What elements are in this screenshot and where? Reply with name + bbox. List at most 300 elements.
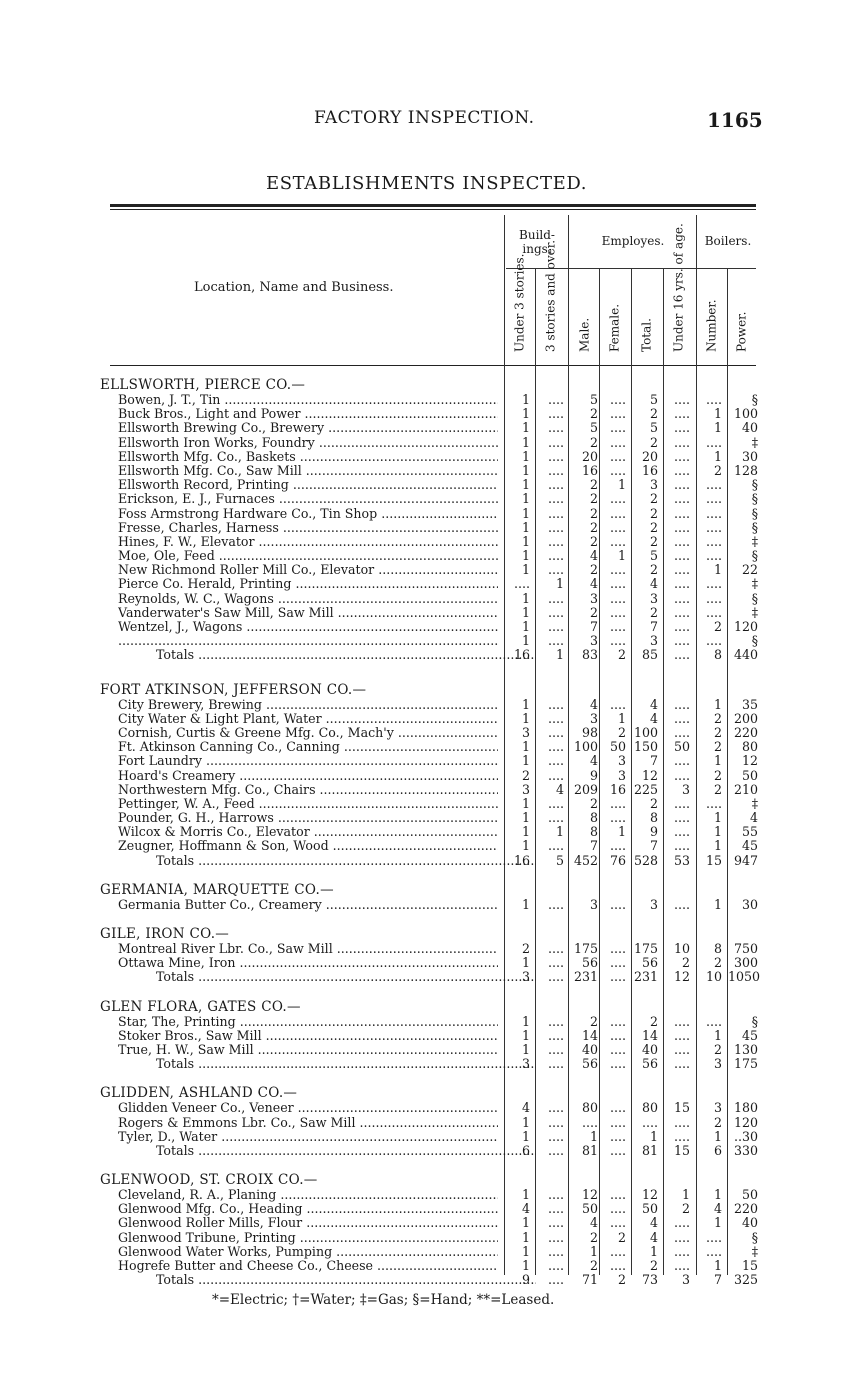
cell-num: .... xyxy=(705,590,722,606)
cell-male: 3 xyxy=(589,590,598,606)
table-row xyxy=(100,1245,760,1259)
cell-power: § xyxy=(751,491,758,507)
cell-u3: 3 xyxy=(521,724,530,740)
establishment-name: Fresse, Charles, Harness ..... xyxy=(118,521,498,535)
cell-num: 1 xyxy=(713,896,722,912)
cell-u16: .... xyxy=(673,477,690,493)
cell-o3: .... xyxy=(547,619,564,634)
cell-female: .... xyxy=(609,941,626,956)
cell-total: 85 xyxy=(641,647,658,663)
cell-power: § xyxy=(751,1013,758,1029)
cell-total: 4 xyxy=(649,1229,658,1245)
cell-o3: .... xyxy=(547,724,564,740)
cell-u16: .... xyxy=(673,1258,690,1273)
cell-u3: 1 xyxy=(521,562,530,578)
boiler-number-header: Number. xyxy=(704,299,719,352)
cell-female: .... xyxy=(609,462,626,478)
cell-total: 1 xyxy=(649,1128,658,1144)
table-row xyxy=(100,712,760,726)
table-row xyxy=(100,393,760,407)
table-row xyxy=(100,1259,760,1273)
cell-u3: 1 xyxy=(521,696,530,712)
cell-power: 175 xyxy=(733,1056,758,1072)
cell-u16: 15 xyxy=(673,1142,690,1158)
establishment-name: Germania Butter Co., Creamery ..... xyxy=(118,898,498,912)
cell-power: 947 xyxy=(733,852,758,868)
cell-total: 100 xyxy=(633,724,658,740)
cell-power: § xyxy=(751,519,758,535)
cell-num: .... xyxy=(705,533,722,549)
table-row xyxy=(100,436,760,450)
establishment-name: Glenwood Mfg. Co., Heading ..... xyxy=(118,1202,498,1216)
cell-num: 2 xyxy=(713,767,722,783)
establishment-name: Glenwood Roller Mills, Flour ..... xyxy=(118,1216,498,1230)
cell-o3: .... xyxy=(547,739,564,755)
establishment-name: Moe, Ole, Feed ..... xyxy=(118,549,498,563)
cell-male: 1 xyxy=(589,1128,598,1144)
establishment-name: Ottawa Mine, Iron ..... xyxy=(118,956,498,970)
cell-male: 71 xyxy=(581,1272,598,1288)
cell-power: 180 xyxy=(733,1100,758,1116)
location-section xyxy=(100,927,760,985)
location-heading: FORT ATKINSON, JEFFERSON CO.— xyxy=(100,681,367,698)
table-row xyxy=(100,606,760,620)
establishment-name: Glenwood Tribune, Printing ..... xyxy=(118,1231,498,1245)
cell-male: 2 xyxy=(589,1013,598,1029)
cell-power: 50 xyxy=(741,767,758,783)
cell-total: 3 xyxy=(649,633,658,649)
cell-male: 2 xyxy=(589,491,598,507)
cell-total: 4 xyxy=(649,1215,658,1231)
table-row xyxy=(100,620,760,634)
cell-u3: 3 xyxy=(521,781,530,797)
cell-num: 1 xyxy=(713,406,722,422)
cell-o3: .... xyxy=(547,1142,564,1158)
cell-female: .... xyxy=(609,1201,626,1217)
cell-male: 231 xyxy=(573,969,598,985)
cell-power: 128 xyxy=(733,462,758,478)
cell-total: 7 xyxy=(649,753,658,769)
cell-u3: 1 xyxy=(521,1243,530,1259)
cell-u3: 1 xyxy=(521,1215,530,1231)
cell-num: 3 xyxy=(713,1056,722,1072)
cell-power: 45 xyxy=(741,838,758,854)
cell-power: § xyxy=(751,477,758,493)
cell-num: 1 xyxy=(713,1187,722,1203)
establishment-name: Wentzel, J., Wagons ..... xyxy=(118,620,498,634)
cell-male: 9 xyxy=(589,767,598,783)
cell-o3: .... xyxy=(547,1114,564,1130)
cell-female: .... xyxy=(609,1100,626,1116)
cell-power: 220 xyxy=(733,724,758,740)
cell-female: .... xyxy=(609,838,626,854)
cell-total: 2 xyxy=(649,505,658,521)
cell-u16: .... xyxy=(673,420,690,436)
cell-power: 30 xyxy=(741,448,758,464)
cell-female: 1 xyxy=(617,710,626,726)
cell-u3: 1 xyxy=(521,795,530,811)
cell-total: 20 xyxy=(641,448,658,464)
table-row xyxy=(100,563,760,577)
establishment-name: True, H. W., Saw Mill ..... xyxy=(118,1043,498,1057)
location-heading: GLENWOOD, ST. CROIX CO.— xyxy=(100,1172,318,1189)
establishment-name: City Water & Light Plant, Water ..... xyxy=(118,712,498,726)
cell-u3: 1 xyxy=(521,434,530,450)
cell-total: 9 xyxy=(649,824,658,840)
cell-male: 5 xyxy=(589,392,598,407)
cell-female: .... xyxy=(609,1041,626,1057)
cell-male: 7 xyxy=(589,619,598,634)
cell-power: 210 xyxy=(733,781,758,797)
table-row xyxy=(100,942,760,956)
cell-u3: 1 xyxy=(521,1128,530,1144)
cell-u16: .... xyxy=(673,604,690,620)
cell-u3: 1 xyxy=(521,1258,530,1273)
establishment-name: Glidden Veneer Co., Veneer ..... xyxy=(118,1101,498,1115)
3-stories-over-header: 3 stories and over. xyxy=(543,239,558,352)
establishment-name: Rogers & Emmons Lbr. Co., Saw Mill ..... xyxy=(118,1116,498,1130)
cell-male: 20 xyxy=(581,448,598,464)
cell-o3: .... xyxy=(547,795,564,811)
cell-female: 16 xyxy=(609,781,626,797)
cell-u16: .... xyxy=(673,838,690,854)
establishment-name: Fort Laundry ..... xyxy=(118,754,498,768)
cell-u3: .... xyxy=(513,576,530,592)
cell-u16: .... xyxy=(673,434,690,450)
cell-u3: 1 xyxy=(521,824,530,840)
table-row xyxy=(100,1130,760,1144)
cell-num: 7 xyxy=(713,1272,722,1288)
cell-u3: 1 xyxy=(521,838,530,854)
table-row xyxy=(100,811,760,825)
establishment-name: City Brewery, Brewing ..... xyxy=(118,698,498,712)
cell-total: 14 xyxy=(641,1027,658,1043)
totals-row xyxy=(100,1144,760,1158)
cell-total: 2 xyxy=(649,562,658,578)
table-row xyxy=(100,698,760,712)
table-row xyxy=(100,634,760,648)
table-row xyxy=(100,535,760,549)
cell-power: 325 xyxy=(733,1272,758,1288)
cell-female: 1 xyxy=(617,477,626,493)
cell-u16: .... xyxy=(673,753,690,769)
cell-total: 2 xyxy=(649,406,658,422)
cell-u3: 1 xyxy=(521,548,530,564)
cell-num: 2 xyxy=(713,710,722,726)
cell-power: § xyxy=(751,590,758,606)
cell-male: 80 xyxy=(581,1100,598,1116)
establishment-name: Wilcox & Morris Co., Elevator ..... xyxy=(118,825,498,839)
cell-total: 3 xyxy=(649,590,658,606)
establishment-name: Cornish, Curtis & Greene Mfg. Co., Mach'y ..... xyxy=(118,726,498,740)
cell-male: 452 xyxy=(573,852,598,868)
cell-male: 50 xyxy=(581,1201,598,1217)
establishment-name: Ellsworth Mfg. Co., Saw Mill ..... xyxy=(118,464,498,478)
establishment-name: Pierce Co. Herald, Printing ..... xyxy=(118,577,498,591)
cell-female: .... xyxy=(609,533,626,549)
cell-power: § xyxy=(751,548,758,564)
cell-u16: .... xyxy=(673,696,690,712)
location-section xyxy=(100,1173,760,1287)
under-3-stories-header: Under 3 stories. xyxy=(512,253,527,352)
cell-total: 2 xyxy=(649,1013,658,1029)
cell-female: .... xyxy=(609,795,626,811)
cell-num: 1 xyxy=(713,562,722,578)
cell-o3: 4 xyxy=(555,781,564,797)
cell-total: 8 xyxy=(649,810,658,826)
cell-male: 83 xyxy=(581,647,598,663)
table-row xyxy=(100,1029,760,1043)
cell-total: 73 xyxy=(641,1272,658,1288)
establishment-name: Buck Bros., Light and Power ..... xyxy=(118,407,498,421)
cell-total: 175 xyxy=(633,941,658,956)
cell-u16: 3 xyxy=(681,781,690,797)
totals-label: Totals ..... xyxy=(156,648,536,662)
cell-female: .... xyxy=(609,810,626,826)
cell-o3: .... xyxy=(547,406,564,422)
cell-total: 16 xyxy=(641,462,658,478)
establishment-name: Zeugner, Hoffmann & Son, Wood ..... xyxy=(118,839,498,853)
table-row xyxy=(100,492,760,506)
cell-total: 4 xyxy=(649,696,658,712)
cell-female: .... xyxy=(609,633,626,649)
cell-u3: 1 xyxy=(521,406,530,422)
cell-u16: .... xyxy=(673,590,690,606)
cell-u16: .... xyxy=(673,505,690,521)
cell-u16: 53 xyxy=(673,852,690,868)
cell-num: 2 xyxy=(713,619,722,634)
cell-u3: 1 xyxy=(521,392,530,407)
cell-female: 2 xyxy=(617,1229,626,1245)
cell-num: .... xyxy=(705,505,722,521)
cell-u16: .... xyxy=(673,1027,690,1043)
cell-total: 4 xyxy=(649,576,658,592)
establishment-name: Ellsworth Brewing Co., Brewery ..... xyxy=(118,421,498,435)
cell-o3: .... xyxy=(547,810,564,826)
cell-num: 1 xyxy=(713,1258,722,1273)
establishment-name: Tyler, D., Water ..... xyxy=(118,1130,498,1144)
establishment-name: Northwestern Mfg. Co., Chairs ..... xyxy=(118,783,498,797)
cell-o3: 1 xyxy=(555,647,564,663)
cell-male: 2 xyxy=(589,406,598,422)
cell-power: 100 xyxy=(733,406,758,422)
cell-male: 12 xyxy=(581,1187,598,1203)
cell-female: 2 xyxy=(617,1272,626,1288)
table-row xyxy=(100,783,760,797)
cell-female: .... xyxy=(609,406,626,422)
cell-o3: .... xyxy=(547,392,564,407)
cell-u16: .... xyxy=(673,647,690,663)
cell-male: 16 xyxy=(581,462,598,478)
cell-power: 35 xyxy=(741,696,758,712)
cell-o3: .... xyxy=(547,767,564,783)
cell-o3: 5 xyxy=(555,852,564,868)
cell-total: 40 xyxy=(641,1041,658,1057)
cell-female: .... xyxy=(609,434,626,450)
cell-o3: .... xyxy=(547,491,564,507)
cell-power: 55 xyxy=(741,824,758,840)
table-row xyxy=(100,1116,760,1130)
cell-o3: .... xyxy=(547,1187,564,1203)
cell-male: 100 xyxy=(573,739,598,755)
cell-u3: 16 xyxy=(513,852,530,868)
cell-male: 14 xyxy=(581,1027,598,1043)
cell-o3: .... xyxy=(547,448,564,464)
table-row xyxy=(100,478,760,492)
table-row xyxy=(100,1043,760,1057)
cell-o3: .... xyxy=(547,1229,564,1245)
cell-o3: .... xyxy=(547,896,564,912)
cell-u3: 3 xyxy=(521,969,530,985)
cell-male: 3 xyxy=(589,710,598,726)
cell-u16: .... xyxy=(673,548,690,564)
table-row xyxy=(100,1202,760,1216)
cell-total: 7 xyxy=(649,619,658,634)
cell-female: .... xyxy=(609,1258,626,1273)
cell-female: .... xyxy=(609,505,626,521)
cell-male: 7 xyxy=(589,838,598,854)
cell-power: § xyxy=(751,1229,758,1245)
cell-o3: 1 xyxy=(555,576,564,592)
cell-female: .... xyxy=(609,491,626,507)
cell-num: .... xyxy=(705,1013,722,1029)
table-row xyxy=(100,769,760,783)
cell-u3: 1 xyxy=(521,1114,530,1130)
cell-u16: .... xyxy=(673,1056,690,1072)
cell-female: .... xyxy=(609,590,626,606)
cell-o3: .... xyxy=(547,562,564,578)
table-row xyxy=(100,740,760,754)
establishment-name: Ellsworth Record, Printing ..... xyxy=(118,478,498,492)
cell-female: .... xyxy=(609,1215,626,1231)
cell-num: 4 xyxy=(713,1201,722,1217)
cell-total: 12 xyxy=(641,767,658,783)
cell-u3: 1 xyxy=(521,462,530,478)
cell-o3: .... xyxy=(547,519,564,535)
cell-u16: .... xyxy=(673,519,690,535)
cell-o3: .... xyxy=(547,1243,564,1259)
legend: *=Electric; †=Water; ‡=Gas; §=Hand; **=Leased. xyxy=(212,1292,555,1308)
cell-u3: 1 xyxy=(521,505,530,521)
cell-power: 300 xyxy=(733,955,758,971)
cell-total: 2 xyxy=(649,604,658,620)
totals-row xyxy=(100,970,760,984)
cell-total: 81 xyxy=(641,1142,658,1158)
cell-power: § xyxy=(751,505,758,521)
cell-u16: .... xyxy=(673,1243,690,1259)
cell-power: 120 xyxy=(733,1114,758,1130)
cell-male: 2 xyxy=(589,604,598,620)
cell-num: 2 xyxy=(713,781,722,797)
running-title: FACTORY INSPECTION. xyxy=(314,108,535,128)
table-row xyxy=(100,1188,760,1202)
cell-o3: .... xyxy=(547,941,564,956)
cell-power: 1050 xyxy=(728,969,761,985)
table-row xyxy=(100,956,760,970)
cell-male: 175 xyxy=(573,941,598,956)
totals-row xyxy=(100,1057,760,1071)
cell-u16: .... xyxy=(673,576,690,592)
cell-o3: .... xyxy=(547,955,564,971)
cell-num: 1 xyxy=(713,1215,722,1231)
table-row xyxy=(100,797,760,811)
cell-u16: .... xyxy=(673,491,690,507)
cell-female: .... xyxy=(609,519,626,535)
establishment-name: Erickson, E. J., Furnaces ..... xyxy=(118,492,498,506)
cell-female: .... xyxy=(609,696,626,712)
buildings-group-header: Build-ings. xyxy=(519,228,555,256)
cell-power: 440 xyxy=(733,647,758,663)
establishments-table xyxy=(100,378,760,1287)
establishment-name: Foss Armstrong Hardware Co., Tin Shop ..... xyxy=(118,507,498,521)
cell-u16: .... xyxy=(673,448,690,464)
establishment-name: Glenwood Water Works, Pumping ..... xyxy=(118,1245,498,1259)
cell-u16: 3 xyxy=(681,1272,690,1288)
cell-o3: .... xyxy=(547,477,564,493)
cell-u3: 1 xyxy=(521,420,530,436)
establishment-name: Star, The, Printing ..... xyxy=(118,1015,498,1029)
totals-label: Totals ..... xyxy=(156,1057,536,1071)
cell-male: 5 xyxy=(589,420,598,436)
cell-num: .... xyxy=(705,795,722,811)
table-row xyxy=(100,1216,760,1230)
cell-u3: 2 xyxy=(521,767,530,783)
cell-male: 56 xyxy=(581,1056,598,1072)
cell-male: 2 xyxy=(589,477,598,493)
cell-u16: .... xyxy=(673,1013,690,1029)
cell-male: 2 xyxy=(589,562,598,578)
cell-num: 8 xyxy=(713,647,722,663)
running-head xyxy=(0,108,862,136)
cell-num: 2 xyxy=(713,724,722,740)
cell-female: .... xyxy=(609,1027,626,1043)
cell-u16: 2 xyxy=(681,955,690,971)
cell-u3: 9 xyxy=(521,1272,530,1288)
location-heading: GLEN FLORA, GATES CO.— xyxy=(100,998,301,1015)
cell-male: 4 xyxy=(589,548,598,564)
female-header: Female. xyxy=(607,303,622,352)
establishment-name: Hoard's Creamery ..... xyxy=(118,769,498,783)
cell-num: .... xyxy=(705,1243,722,1259)
cell-total: 7 xyxy=(649,838,658,854)
cell-o3: .... xyxy=(547,434,564,450)
cell-female: 3 xyxy=(617,753,626,769)
cell-female: .... xyxy=(609,448,626,464)
cell-o3: .... xyxy=(547,710,564,726)
cell-num: .... xyxy=(705,519,722,535)
cell-num: 3 xyxy=(713,1100,722,1116)
cell-num: 2 xyxy=(713,1041,722,1057)
cell-female: .... xyxy=(609,392,626,407)
top-rule-thin xyxy=(110,209,756,210)
cell-total: 3 xyxy=(649,896,658,912)
cell-total: 2 xyxy=(649,795,658,811)
cell-total: 5 xyxy=(649,420,658,436)
cell-o3: .... xyxy=(547,420,564,436)
cell-male: 40 xyxy=(581,1041,598,1057)
cell-male: 3 xyxy=(589,896,598,912)
table-row xyxy=(100,450,760,464)
male-header: Male. xyxy=(577,317,592,352)
totals-label: Totals ..... xyxy=(156,1144,536,1158)
cell-u16: 12 xyxy=(673,969,690,985)
cell-total: 56 xyxy=(641,955,658,971)
cell-power: 40 xyxy=(741,1215,758,1231)
establishment-name: Stoker Bros., Saw Mill ..... xyxy=(118,1029,498,1043)
cell-o3: .... xyxy=(547,1056,564,1072)
table-row xyxy=(100,754,760,768)
table-row xyxy=(100,898,760,912)
